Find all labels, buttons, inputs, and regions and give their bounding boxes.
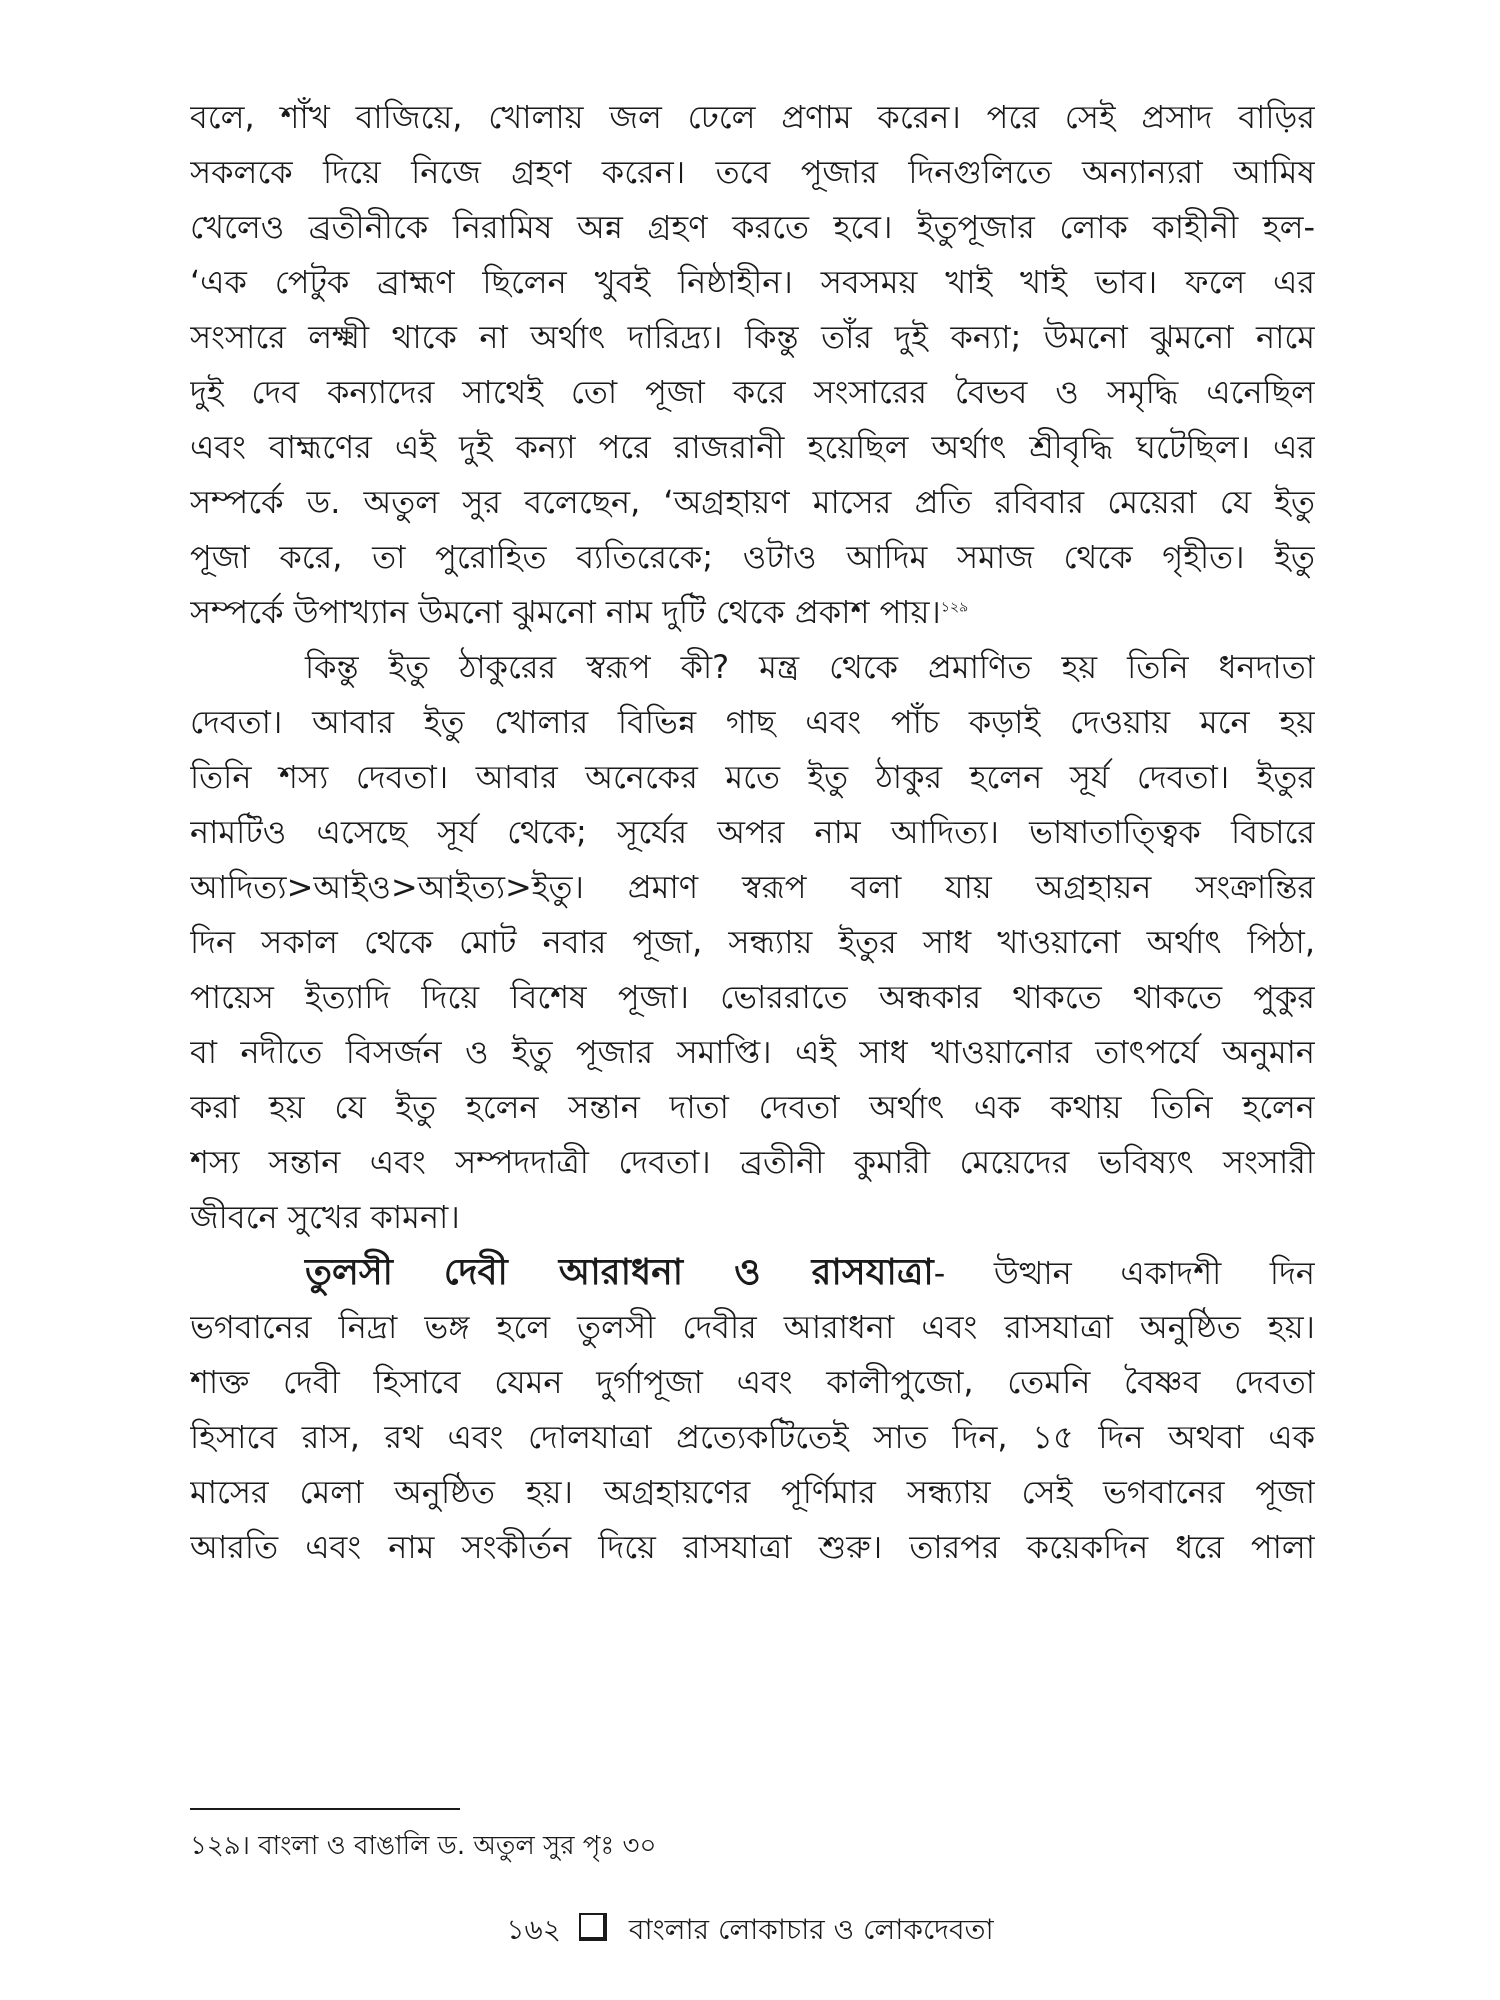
text-line: তিনি শস্য দেবতা। আবার অনেকের মতে ইতু ঠাকুর হলেন সূর্য দেবতা। ইতুর — [190, 758, 1315, 796]
text-line: এবং বাহ্মণের এই দুই কন্যা পরে রাজরানী হয়েছিল অর্থাৎ শ্রীবৃদ্ধি ঘটেছিল। এর — [190, 428, 1315, 466]
square-icon — [579, 1913, 607, 1941]
text-line: মাসের মেলা অনুষ্ঠিত হয়। অগ্রহায়ণের পূর্ণিমার সন্ধ্যায় সেই ভগবানের পূজা — [190, 1473, 1315, 1511]
text-line: পায়েস ইত্যাদি দিয়ে বিশেষ পূজা। ভোররাতে অন্ধকার থাকতে থাকতে পুকুর — [190, 978, 1315, 1016]
text-line: শাক্ত দেবী হিসাবে যেমন দুর্গাপূজা এবং কালীপুজো, তেমনি বৈষ্ণব দেবতা — [190, 1363, 1315, 1401]
text-line — [190, 1245, 1315, 1300]
text-line: দুই দেব কন্যাদের সাথেই তো পূজা করে সংসারের বৈভব ও সমৃদ্ধি এনেছিল — [190, 373, 1315, 411]
text-line: ‘এক পেটুক ব্রাহ্মণ ছিলেন খুবই নিষ্ঠাহীন। সবসময় খাই খাই ভাব। ফলে এর — [190, 263, 1315, 301]
text-line: ভগবানের নিদ্রা ভঙ্গ হলে তুলসী দেবীর আরাধনা এবং রাসযাত্রা অনুষ্ঠিত হয়। — [190, 1308, 1315, 1346]
text-line: শস্য সন্তান এবং সম্পদদাত্রী দেবতা। ব্রতীনী কুমারী মেয়েদের ভবিষ্যৎ সংসারী — [190, 1143, 1315, 1181]
text-line: করা হয় যে ইতু হলেন সন্তান দাতা দেবতা অর্থাৎ এক কথায় তিনি হলেন — [190, 1088, 1315, 1126]
text-line-content: সম্পর্কে উপাখ্যান উমনো ঝুমনো নাম দুটি থেকে প্রকাশ পায়। — [190, 593, 941, 631]
footnote-divider — [190, 1808, 460, 1810]
paragraph-2 — [190, 640, 1315, 1245]
page-body — [190, 90, 1315, 1575]
text-line: নামটিও এসেছে সূর্য থেকে; সূর্যের অপর নাম আদিত্য। ভাষাতাত্ত্বিক বিচারে — [190, 813, 1315, 851]
text-line: দেবতা। আবার ইতু খোলার বিভিন্ন গাছ এবং পাঁচ কড়াই দেওয়ায় মনে হয় — [190, 703, 1315, 741]
text-line: পূজা করে, তা পুরোহিত ব্যতিরেকে; ওটাও আদিম সমাজ থেকে গৃহীত। ইতু — [190, 538, 1315, 576]
text-line: বা নদীতে বিসর্জন ও ইতু পূজার সমাপ্তি। এই সাধ খাওয়ানোর তাৎপর্যে অনুমান — [190, 1033, 1315, 1071]
section-heading: তুলসী দেবী আরাধনা ও রাসযাত্রা — [305, 1252, 934, 1293]
text-line: বলে, শাঁখ বাজিয়ে, খোলায় জল ঢেলে প্রণাম করেন। পরে সেই প্রসাদ বাড়ির — [190, 98, 1315, 136]
text-line: খেলেও ব্রতীনীকে নিরামিষ অন্ন গ্রহণ করতে হবে। ইতুপূজার লোক কাহীনী হল- — [190, 208, 1315, 246]
text-line: আরতি এবং নাম সংকীর্তন দিয়ে রাসযাত্রা শুরু। তারপর কয়েকদিন ধরে পালা — [190, 1528, 1315, 1566]
text-line: আদিত্য>আইও>আইত্য>ইতু। প্রমাণ স্বরূপ বলা যায় অগ্রহায়ন সংক্রান্তির — [190, 868, 1315, 906]
book-title: বাংলার লোকাচার ও লোকদেবতা — [628, 1913, 994, 1946]
paragraph-3 — [190, 1245, 1315, 1575]
text-line: কিন্তু ইতু ঠাকুরের স্বরূপ কী? মন্ত্র থেকে প্রমাণিত হয় তিনি ধনদাতা — [305, 648, 1315, 686]
text-line: জীবনে সুখের কামনা। — [190, 1198, 460, 1236]
footnote: ১২৯। বাংলা ও বাঙালি ড. অতুল সুর পৃঃ ৩০ — [190, 1831, 657, 1861]
text-line: সম্পর্কে ড. অতুল সুর বলেছেন, ‘অগ্রহায়ণ মাসের প্রতি রবিবার মেয়েরা যে ইতু — [190, 483, 1315, 521]
paragraph-1 — [190, 90, 1315, 640]
page-footer — [0, 1910, 1500, 1950]
text-line — [190, 585, 1315, 640]
page-number: ১৬২ — [506, 1913, 561, 1946]
text-line: সকলকে দিয়ে নিজে গ্রহণ করেন। তবে পূজার দিনগুলিতে অন্যান্যরা আমিষ — [190, 153, 1315, 191]
text-line: হিসাবে রাস, রথ এবং দোলযাত্রা প্রত্যেকটিতেই সাত দিন, ১৫ দিন অথবা এক — [190, 1418, 1315, 1456]
text-line: দিন সকাল থেকে মোট নবার পূজা, সন্ধ্যায় ইতুর সাধ খাওয়ানো অর্থাৎ পিঠা, — [190, 923, 1315, 961]
text-line-content: - উত্থান একাদশী দিন — [933, 1254, 1315, 1292]
footnote-reference[interactable]: ১২৯ — [940, 599, 969, 616]
text-line: সংসারে লক্ষ্মী থাকে না অর্থাৎ দারিদ্র্য। কিন্তু তাঁর দুই কন্যা; উমনো ঝুমনো নামে — [190, 318, 1315, 356]
